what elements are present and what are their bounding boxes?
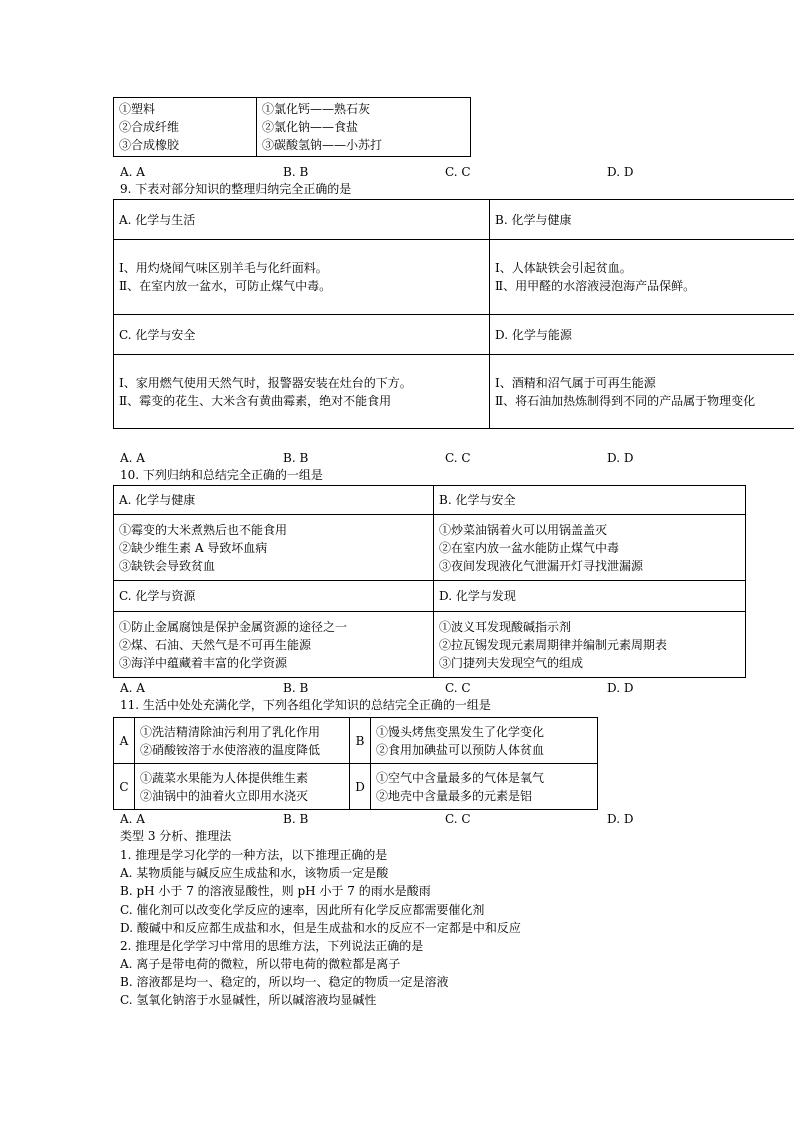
q10-c-title: C. 化学与资源 xyxy=(114,581,434,612)
q11-b-line-1: ①馒头烤焦变黑发生了化学变化 xyxy=(376,724,545,739)
q8-left-cell xyxy=(114,98,257,157)
q11-d-line-1: ①空气中含量最多的气体是氧气 xyxy=(376,770,545,785)
q8-option-a: A. A xyxy=(120,165,145,179)
q10-c-line-1: ①防止金属腐蚀是保护金属资源的途径之一 xyxy=(119,619,348,634)
q10-a-line-1: ①霉变的大米煮熟后也不能食用 xyxy=(119,522,288,537)
q9-b-line-1: Ⅰ、人体缺铁会引起贫血。 xyxy=(495,261,632,275)
q11-d-content xyxy=(371,764,598,810)
q10-c-line-3: ③海洋中蕴藏着丰富的化学资源 xyxy=(119,655,288,670)
q9-option-a: A. A xyxy=(120,451,145,465)
q11-b-content xyxy=(371,718,598,764)
q11-a-line-1: ①洗洁精清除油污利用了乳化作用 xyxy=(140,724,321,739)
q8-option-b: B. B xyxy=(283,165,309,179)
p1-option-d: D. 酸碱中和反应都生成盐和水，但是生成盐和水的反应不一定都是中和反应 xyxy=(120,921,521,935)
q10-b-title: B. 化学与安全 xyxy=(434,486,746,515)
q11-option-a: A. A xyxy=(120,812,145,826)
q10-option-b: B. B xyxy=(283,681,309,695)
q10-table xyxy=(113,485,746,678)
q9-c-content xyxy=(114,355,490,429)
q10-stem: 10. 下列归纳和总结完全正确的一组是 xyxy=(120,468,323,482)
q9-a-content xyxy=(114,240,490,315)
q10-c-line-2: ②煤、石油、天然气是不可再生能源 xyxy=(119,637,312,652)
q9-c-line-2: Ⅱ、霉变的花生、大米含有黄曲霉素，绝对不能食用 xyxy=(119,393,392,408)
q8-right-cell xyxy=(257,98,471,157)
q10-b-line-3: ③夜间发现液化气泄漏开灯寻找泄漏源 xyxy=(439,558,644,573)
q11-stem: 11. 生活中处处充满化学，下列各组化学知识的总结完全正确的一组是 xyxy=(120,698,491,712)
q8-right-2: ②氯化钠——食盐 xyxy=(262,120,359,134)
q10-d-content xyxy=(434,612,746,678)
p2-option-a: A. 离子是带电荷的微粒，所以带电荷的微粒都是离子 xyxy=(120,957,401,971)
q9-c-line-1: Ⅰ、家用燃气使用天然气时，报警器安装在灶台的下方。 xyxy=(119,375,412,390)
q9-stem: 9. 下表对部分知识的整理归纳完全正确的是 xyxy=(120,182,352,196)
q11-c-label: C xyxy=(114,764,135,810)
q9-table xyxy=(113,199,794,429)
q9-b-content xyxy=(490,240,794,315)
q10-a-line-2: ②缺少维生素 A 导致坏血病 xyxy=(119,540,268,555)
q10-d-line-2: ②拉瓦锡发现元素周期律并编制元素周期表 xyxy=(439,637,668,652)
q11-d-label: D xyxy=(350,764,371,810)
q11-c-content xyxy=(135,764,350,810)
section-heading: 类型 3 分析、推理法 xyxy=(120,829,232,843)
q10-b-line-2: ②在室内放一盆水能防止煤气中毒 xyxy=(439,540,620,555)
q11-table xyxy=(113,717,598,810)
q11-d-line-2: ②地壳中含量最多的元素是铝 xyxy=(376,788,533,803)
q11-c-line-2: ②油锅中的油着火立即用水浇灭 xyxy=(140,788,309,803)
q11-b-line-2: ②食用加碘盐可以预防人体贫血 xyxy=(376,742,545,757)
q11-option-c: C. C xyxy=(445,812,471,826)
q10-b-content xyxy=(434,515,746,581)
q10-d-line-1: ①波义耳发现酸碱指示剂 xyxy=(439,619,572,634)
q8-right-1: ①氯化钙——熟石灰 xyxy=(262,102,371,116)
q8-left-1: ①塑料 xyxy=(119,102,156,116)
q8-option-c: C. C xyxy=(445,165,471,179)
q9-b-title: B. 化学与健康 xyxy=(490,200,794,240)
q9-d-title: D. 化学与能源 xyxy=(490,315,794,355)
q9-option-c: C. C xyxy=(445,451,471,465)
q10-b-line-1: ①炒菜油锅着火可以用锅盖盖灭 xyxy=(439,522,608,537)
p2-option-c: C. 氢氧化钠溶于水显碱性，所以碱溶液均显碱性 xyxy=(120,993,377,1007)
q10-d-line-3: ③门捷列夫发现空气的组成 xyxy=(439,655,584,670)
q8-right-3: ③碳酸氢钠——小苏打 xyxy=(262,138,383,152)
q10-d-title: D. 化学与发现 xyxy=(434,581,746,612)
q8-option-d: D. D xyxy=(607,165,634,179)
q9-a-line-2: Ⅱ、在室内放一盆水，可防止煤气中毒。 xyxy=(119,279,332,293)
q9-option-d: D. D xyxy=(607,451,634,465)
q10-a-line-3: ③缺铁会导致贫血 xyxy=(119,558,216,573)
q9-b-line-2: Ⅱ、用甲醛的水溶液浸泡海产品保鲜。 xyxy=(495,279,696,293)
q10-c-content xyxy=(114,612,434,678)
q10-a-content xyxy=(114,515,434,581)
p1-stem: 1. 推理是学习化学的一种方法，以下推理正确的是 xyxy=(120,848,388,862)
q9-option-b: B. B xyxy=(283,451,309,465)
p1-option-b: B. pH 小于 7 的溶液显酸性，则 pH 小于 7 的雨水是酸雨 xyxy=(120,884,431,898)
q10-option-c: C. C xyxy=(445,681,471,695)
q8-left-2: ②合成纤维 xyxy=(119,120,180,134)
q10-option-d: D. D xyxy=(607,681,634,695)
q10-a-title: A. 化学与健康 xyxy=(114,486,434,515)
q8-left-3: ③合成橡胶 xyxy=(119,138,180,152)
q8-table xyxy=(113,97,471,157)
q11-b-label: B xyxy=(350,718,371,764)
q11-a-label: A xyxy=(114,718,135,764)
p2-option-b: B. 溶液都是均一、稳定的，所以均一、稳定的物质一定是溶液 xyxy=(120,975,449,989)
q11-option-b: B. B xyxy=(283,812,309,826)
q9-d-line-2: Ⅱ、将石油加热炼制得到不同的产品属于物理变化 xyxy=(495,393,756,408)
q9-a-title: A. 化学与生活 xyxy=(114,200,490,240)
q10-option-a: A. A xyxy=(120,681,145,695)
q11-a-content xyxy=(135,718,350,764)
q9-d-line-1: Ⅰ、酒精和沼气属于可再生能源 xyxy=(495,375,656,390)
q11-option-d: D. D xyxy=(607,812,634,826)
q9-d-content xyxy=(490,355,794,429)
q11-c-line-1: ①蔬菜水果能为人体提供维生素 xyxy=(140,770,309,785)
p1-option-a: A. 某物质能与碱反应生成盐和水，该物质一定是酸 xyxy=(120,866,389,880)
q9-c-title: C. 化学与安全 xyxy=(114,315,490,355)
p2-stem: 2. 推理是化学学习中常用的思维方法，下列说法正确的是 xyxy=(120,939,424,953)
p1-option-c: C. 催化剂可以改变化学反应的速率，因此所有化学反应都需要催化剂 xyxy=(120,903,485,917)
q11-a-line-2: ②硝酸铵溶于水使溶液的温度降低 xyxy=(140,742,321,757)
q9-a-line-1: Ⅰ、用灼烧闻气味区别羊毛与化纤面料。 xyxy=(119,261,328,275)
